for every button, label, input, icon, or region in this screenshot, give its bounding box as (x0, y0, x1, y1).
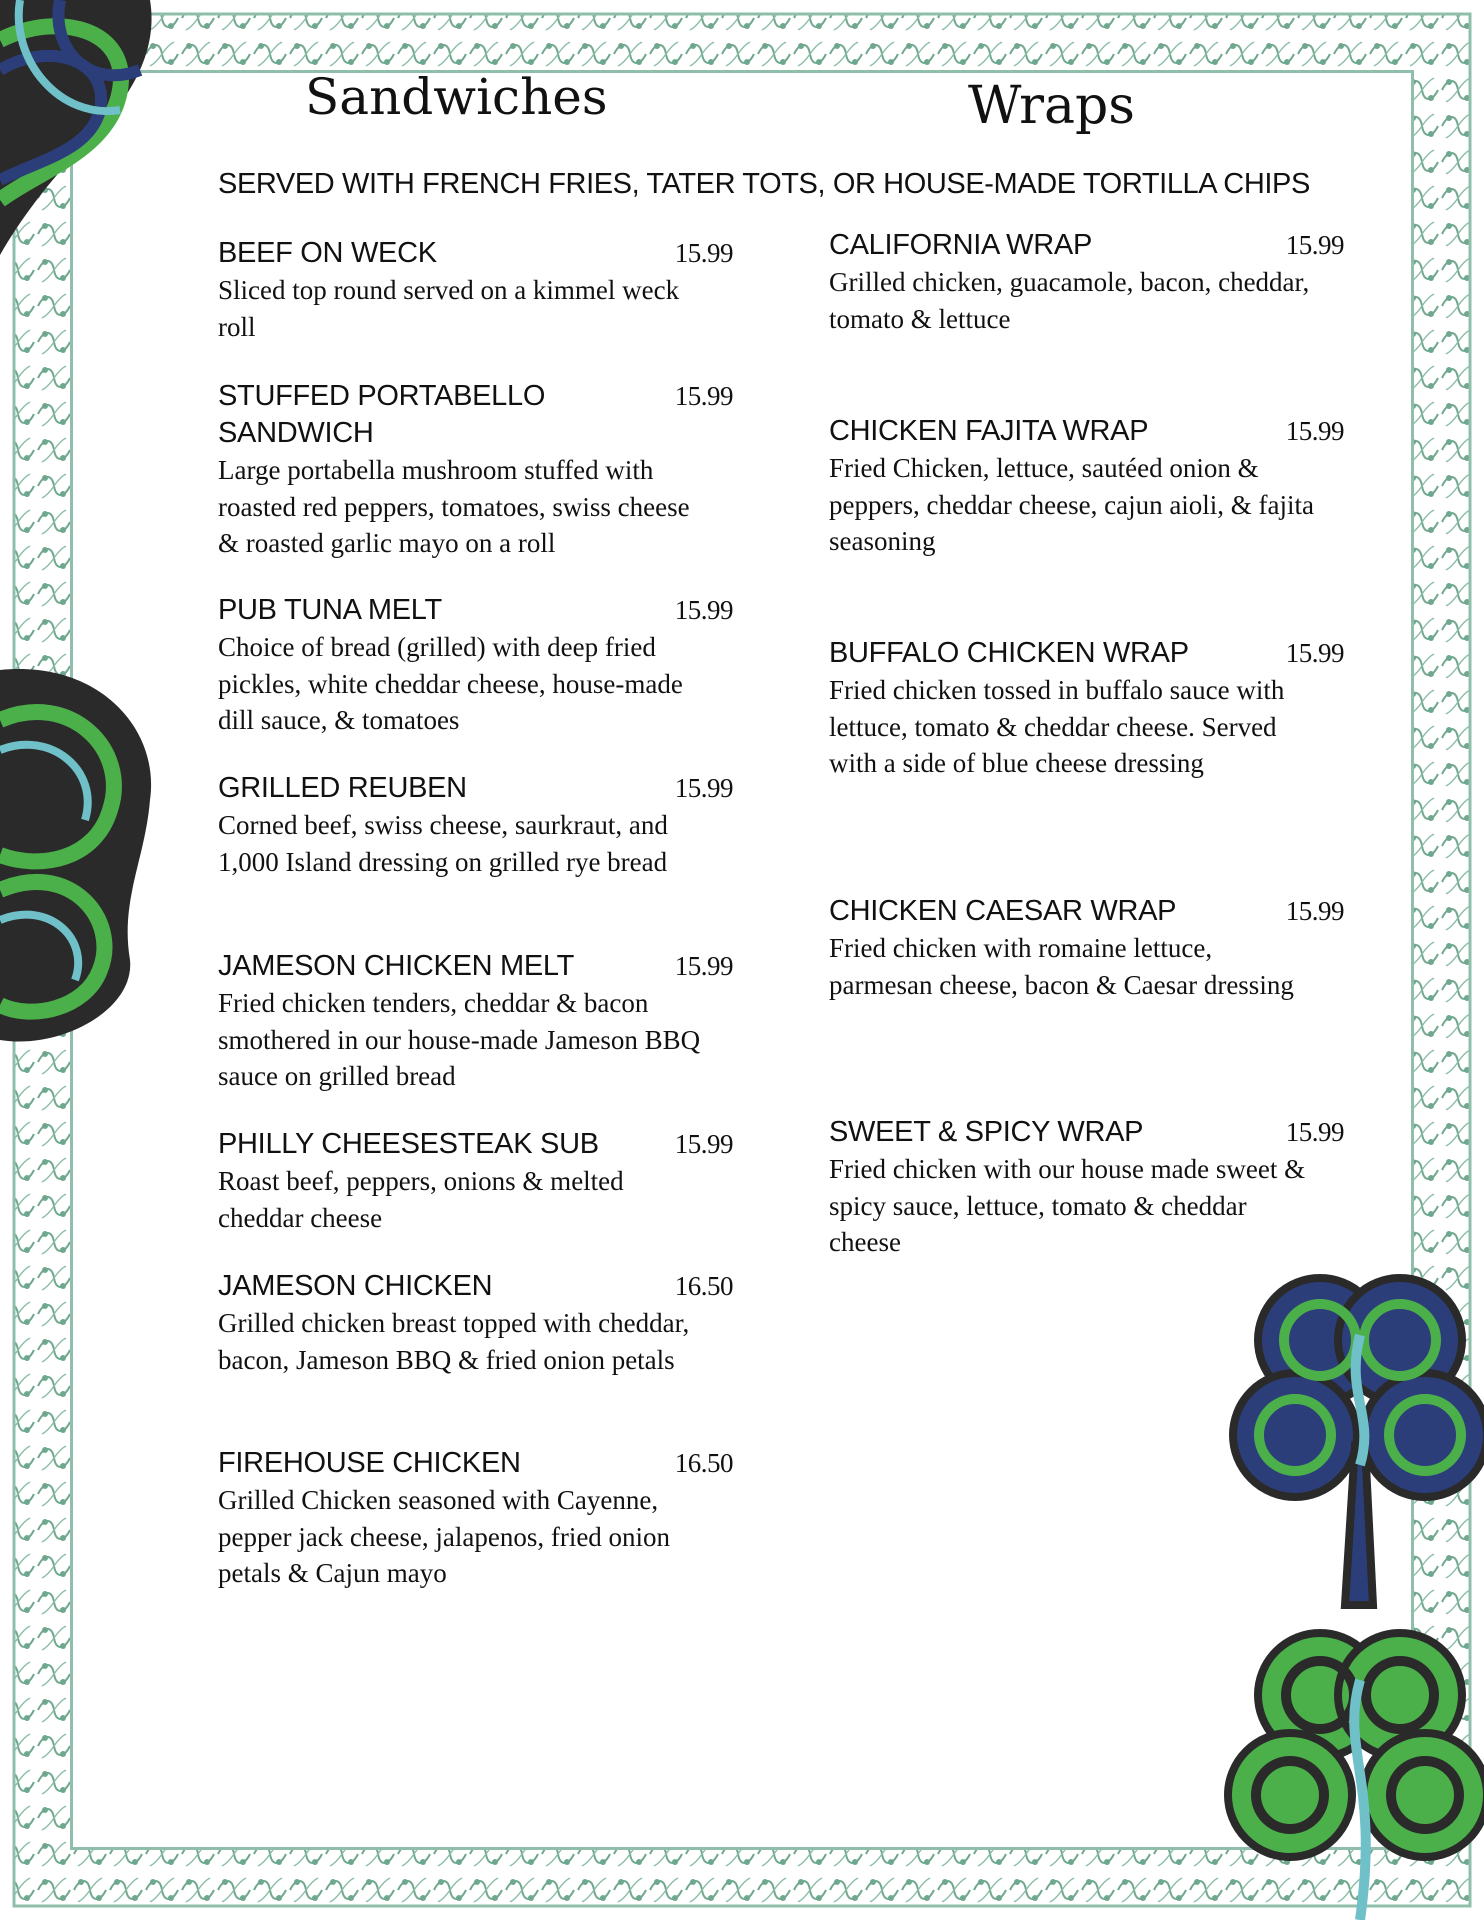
menu-item (218, 770, 733, 880)
menu-item (829, 893, 1344, 1003)
item-price: 15.99 (674, 381, 733, 411)
shamrock-icon (1225, 1265, 1484, 1615)
item-name: CHICKEN CAESAR WRAP (829, 895, 1177, 927)
wraps-heading: Wraps (968, 76, 1135, 136)
item-name: FIREHOUSE CHICKEN (218, 1447, 521, 1479)
item-description: Fried chicken with romaine lettuce, parmesan cheese, bacon & Caesar dressing (829, 933, 1294, 1000)
item-price: 15.99 (674, 595, 733, 625)
menu-item (829, 1114, 1344, 1261)
celtic-knot-icon (0, 660, 160, 1050)
sides-subtitle: SERVED WITH FRENCH FRIES, TATER TOTS, OR HOUSE-MADE TORTILLA CHIPS (218, 168, 1310, 200)
item-description: Sliced top round served on a kimmel weck roll (218, 275, 680, 342)
item-price: 16.50 (674, 1271, 733, 1301)
menu-item (218, 378, 733, 562)
item-name: STUFFED PORTABELLO SANDWICH (218, 380, 546, 449)
item-name: PUB TUNA MELT (218, 594, 442, 626)
sandwiches-heading: Sandwiches (305, 68, 608, 126)
item-description: Corned beef, swiss cheese, saurkraut, and 1,000 Island dressing on grilled rye bread (218, 810, 668, 877)
item-name: JAMESON CHICKEN MELT (218, 950, 575, 982)
item-price: 15.99 (1285, 1117, 1344, 1147)
menu-item (829, 413, 1344, 560)
item-price: 15.99 (674, 951, 733, 981)
menu-item (218, 948, 733, 1095)
item-name: PHILLY CHEESESTEAK SUB (218, 1128, 599, 1160)
item-description: Fried chicken with our house made sweet & spicy sauce, lettuce, tomato & cheddar cheese (829, 1154, 1306, 1257)
item-description: Grilled chicken, guacamole, bacon, cheddar, tomato & lettuce (829, 267, 1310, 334)
item-name: BEEF ON WECK (218, 237, 437, 269)
item-description: Grilled Chicken seasoned with Cayenne, pepper jack cheese, jalapenos, fried onion petals & Cajun mayo (218, 1485, 671, 1588)
item-description: Fried chicken tenders, cheddar & bacon smothered in our house-made Jameson BBQ sauce on grilled bread (218, 988, 701, 1091)
menu-item (829, 635, 1344, 782)
item-name: GRILLED REUBEN (218, 772, 467, 804)
shamrock-icon (1220, 1620, 1484, 1920)
item-price: 15.99 (674, 773, 733, 803)
item-price: 15.99 (1285, 416, 1344, 446)
menu-item (829, 227, 1344, 337)
menu-item (218, 235, 733, 345)
item-price: 15.99 (1285, 896, 1344, 926)
item-name: SWEET & SPICY WRAP (829, 1116, 1144, 1148)
item-description: Fried chicken tossed in buffalo sauce with lettuce, tomato & cheddar cheese. Served with a side of blue cheese dressing (829, 675, 1285, 778)
item-description: Fried Chicken, lettuce, sautéed onion & peppers, cheddar cheese, cajun aioli, & fajita seasoning (829, 453, 1315, 556)
item-price: 16.50 (674, 1448, 733, 1478)
item-name: JAMESON CHICKEN (218, 1270, 493, 1302)
item-price: 15.99 (1285, 230, 1344, 260)
menu-item (218, 1268, 733, 1378)
item-price: 15.99 (674, 1129, 733, 1159)
item-price: 15.99 (1285, 638, 1344, 668)
item-name: BUFFALO CHICKEN WRAP (829, 637, 1189, 669)
item-name: CHICKEN FAJITA WRAP (829, 415, 1149, 447)
menu-item (218, 1126, 733, 1236)
item-description: Choice of bread (grilled) with deep fried pickles, white cheddar cheese, house-made dill sauce, & tomatoes (218, 632, 683, 735)
menu-item (218, 1445, 733, 1592)
item-name: CALIFORNIA WRAP (829, 229, 1092, 261)
item-description: Grilled chicken breast topped with cheddar, bacon, Jameson BBQ & fried onion petals (218, 1308, 690, 1375)
menu-item (218, 592, 733, 739)
item-description: Roast beef, peppers, onions & melted cheddar cheese (218, 1166, 624, 1233)
item-price: 15.99 (674, 238, 733, 268)
item-description: Large portabella mushroom stuffed with roasted red peppers, tomatoes, swiss cheese & roasted garlic mayo on a roll (218, 455, 690, 558)
celtic-knot-icon (0, 0, 160, 260)
